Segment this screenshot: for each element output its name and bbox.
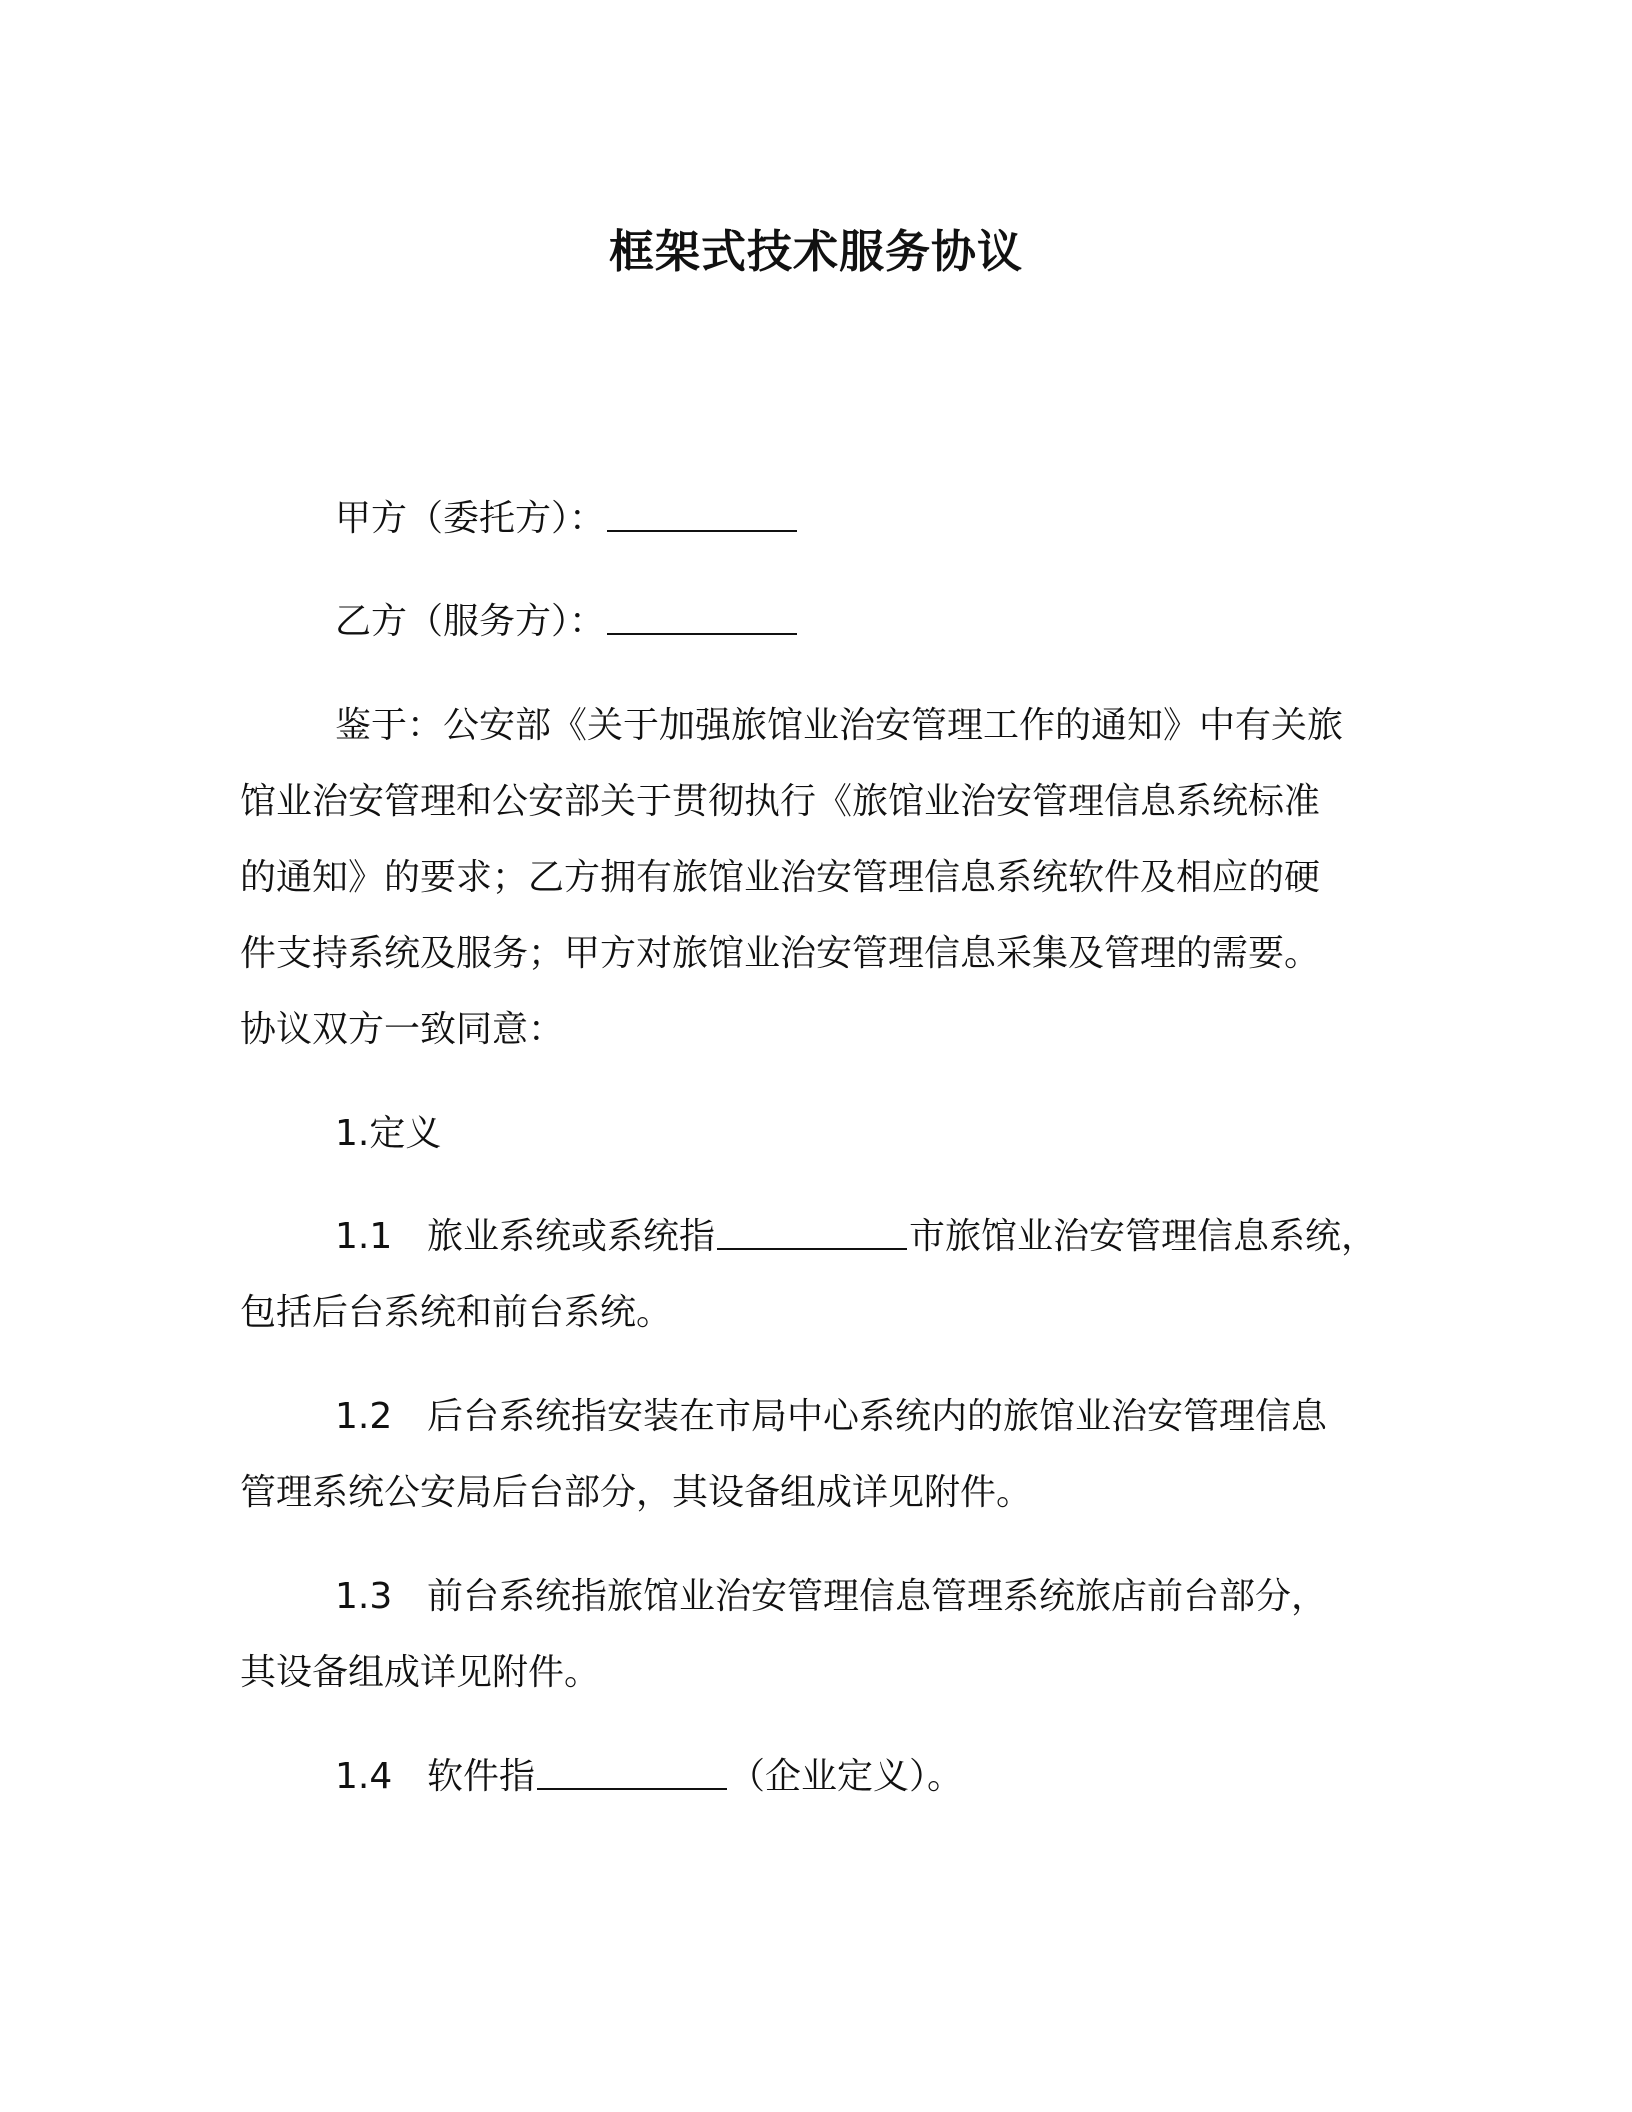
clause-1-1 [335, 1213, 1377, 1261]
clause-text: （企业定义）。 [729, 1756, 964, 1797]
clause-text: 后台系统指安装在市局中心系统内的旅馆业治安管理信息 [427, 1396, 1328, 1437]
party-a-label: 甲方（委托方）： [335, 498, 606, 539]
clause-number: 1.4 [335, 1756, 393, 1797]
clause-text: 旅业系统或系统指 [427, 1216, 716, 1257]
clause-number: 1.1 [335, 1216, 393, 1257]
clause-text: 软件指 [427, 1756, 536, 1797]
recital-line: 协议双方一致同意： [240, 1009, 565, 1050]
clause-text: 市旅馆业治安管理信息系统， [909, 1216, 1378, 1257]
party-a-blank[interactable] [607, 500, 797, 532]
software-blank[interactable] [537, 1758, 727, 1790]
party-b-label: 乙方（服务方）： [335, 601, 606, 642]
clause-1-2 [335, 1393, 1327, 1441]
clause-number: 1.2 [335, 1396, 393, 1437]
document-title: 框架式技术服务协议 [608, 225, 1023, 278]
clause-number: 1.3 [335, 1576, 393, 1617]
recital-line: 馆业治安管理和公安部关于贯彻执行《旅馆业治安管理信息系统标准 [240, 781, 1321, 822]
clause-text: 包括后台系统和前台系统。 [240, 1292, 673, 1333]
city-blank[interactable] [717, 1218, 907, 1250]
clause-text: 管理系统公安局后台部分，其设备组成详见附件。 [240, 1472, 1033, 1513]
recital-line: 的通知》的要求；乙方拥有旅馆业治安管理信息系统软件及相应的硬 [240, 857, 1321, 898]
party-a-line [335, 495, 799, 543]
party-b-line [335, 598, 799, 646]
clause-1-3 [335, 1573, 1327, 1621]
recital-line: 件支持系统及服务；甲方对旅馆业治安管理信息采集及管理的需要。 [240, 933, 1321, 974]
clause-text: 前台系统指旅馆业治安管理信息管理系统旅店前台部分， [427, 1576, 1328, 1617]
party-b-blank[interactable] [607, 603, 797, 635]
clause-1-4 [335, 1753, 963, 1801]
section-heading: 1.定义 [335, 1113, 442, 1154]
recital-line: 鉴于：公安部《关于加强旅馆业治安管理工作的通知》中有关旅 [335, 705, 1344, 746]
clause-text: 其设备组成详见附件。 [240, 1652, 601, 1693]
